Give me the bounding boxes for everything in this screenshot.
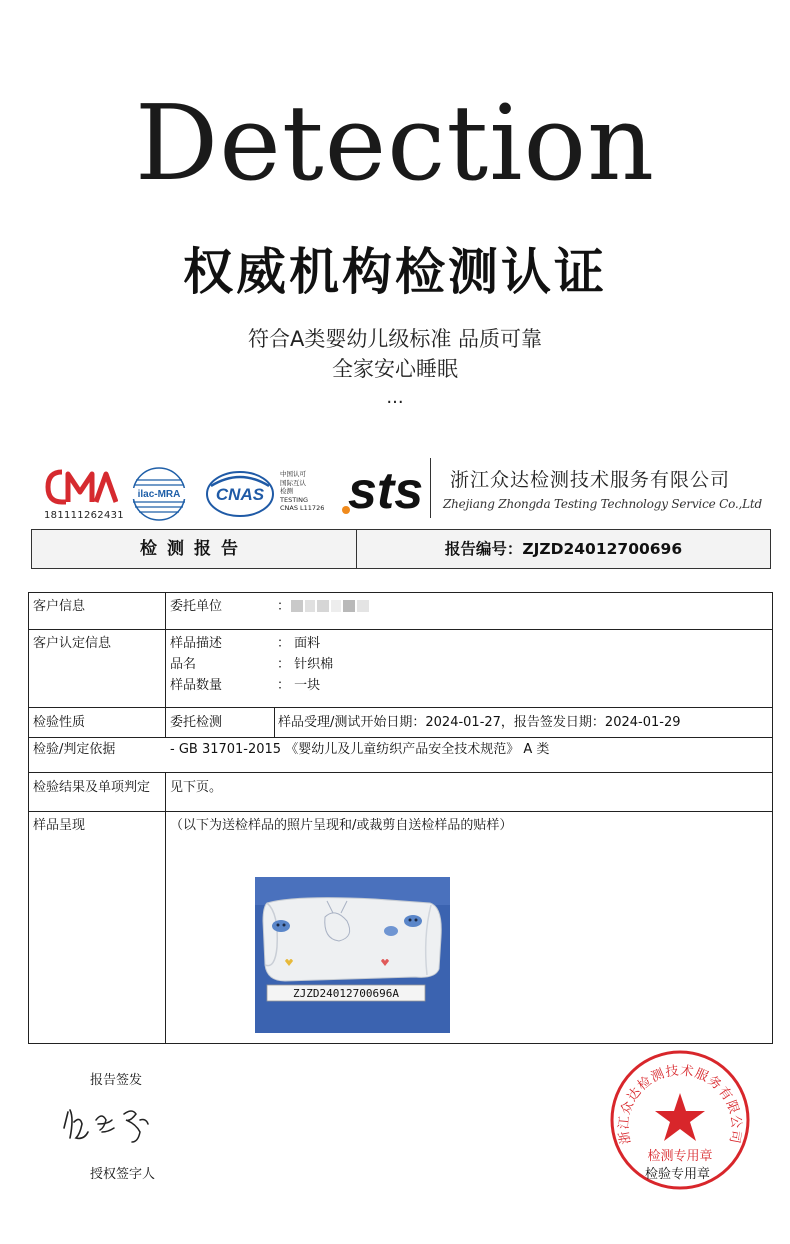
cma-logo [44, 466, 118, 508]
report-title: 检测报告 [32, 530, 357, 568]
seal-star-icon [655, 1093, 705, 1141]
seal-subtext: 检测专用章 [647, 1149, 713, 1164]
report-number: 报告编号：ZJZD24012700696 [444, 540, 683, 558]
client-unit-label: 委托单位 [170, 599, 223, 614]
result-label: 检验结果及单项判定 [33, 780, 151, 795]
sample-present-note: （以下为送检样品的照片呈现和/或裁剪自送检样品的贴样） [170, 818, 513, 833]
col-divider [165, 593, 166, 737]
sample-qty-label: 样品数量 [170, 678, 223, 693]
headline: 权威机构检测认证 [183, 243, 607, 301]
redacted-client-name [291, 598, 371, 614]
cma-number: 181111262431 [44, 510, 124, 521]
seal-under-label: 检验专用章 [645, 1167, 711, 1182]
cnas-logo [205, 470, 275, 518]
row-divider [29, 629, 772, 630]
test-nature-value: 委托检测 [170, 715, 223, 730]
authorized-signer-label: 授权签字人 [90, 1167, 156, 1182]
sts-logo [338, 452, 430, 522]
row-divider [29, 772, 772, 773]
col-divider [165, 772, 166, 1043]
sts-text: sts [348, 462, 424, 520]
ellipsis: ... [386, 387, 404, 408]
sample-photo [255, 877, 450, 1033]
subtitle-line-2: 全家安心睡眠 [332, 357, 458, 381]
cnas-accreditation-text: 中国认可 国际互认 检测 TESTING CNAS L11726 [280, 470, 325, 512]
sample-tag: ZJZD24012700696A [293, 987, 399, 1000]
col-divider [274, 707, 275, 737]
company-name-cn: 浙江众达检测技术服务有限公司 [450, 469, 731, 491]
company-name-en: Zhejiang Zhongda Testing Technology Service Co.,Ltd [443, 497, 762, 511]
row-divider [29, 811, 772, 812]
sample-desc-value: ： 面料 [277, 636, 321, 651]
hero-title: Detection [134, 82, 656, 204]
row-divider [29, 737, 772, 738]
report-header-bar [31, 529, 771, 569]
sample-qty-value: ： 一块 [277, 678, 321, 693]
report-dates: 样品受理/测试开始日期：2024-01-27，报告签发日期：2024-01-29 [278, 715, 681, 730]
subtitle-line-1: 符合A类婴幼儿级标准 品质可靠 [247, 327, 543, 351]
ilac-mra-logo [128, 466, 190, 522]
basis-value: - GB 31701-2015 《婴幼儿及儿童纺织产品安全技术规范》 A 类 [170, 742, 550, 757]
client-unit-colon: ： [277, 599, 291, 614]
cnas-text: CNAS [215, 485, 265, 504]
logo-divider [430, 458, 431, 518]
issue-label: 报告签发 [90, 1073, 143, 1088]
product-name-label: 品名 [170, 657, 197, 672]
sample-present-label: 样品呈现 [33, 818, 86, 833]
sample-desc-label: 样品描述 [170, 636, 223, 651]
result-value: 见下页。 [170, 780, 223, 795]
row-divider [29, 707, 772, 708]
client-confirm-label: 客户认定信息 [33, 636, 112, 651]
test-nature-label: 检验性质 [33, 715, 86, 730]
ilac-text: ilac-MRA [137, 489, 181, 500]
client-info-label: 客户信息 [33, 599, 86, 614]
basis-label: 检验/判定依据 [33, 742, 116, 757]
handwritten-signature [60, 1098, 170, 1150]
seal-text: 浙江众达检测技术服务有限公司 [616, 1063, 744, 1146]
product-name-value: ： 针织棉 [277, 657, 334, 672]
